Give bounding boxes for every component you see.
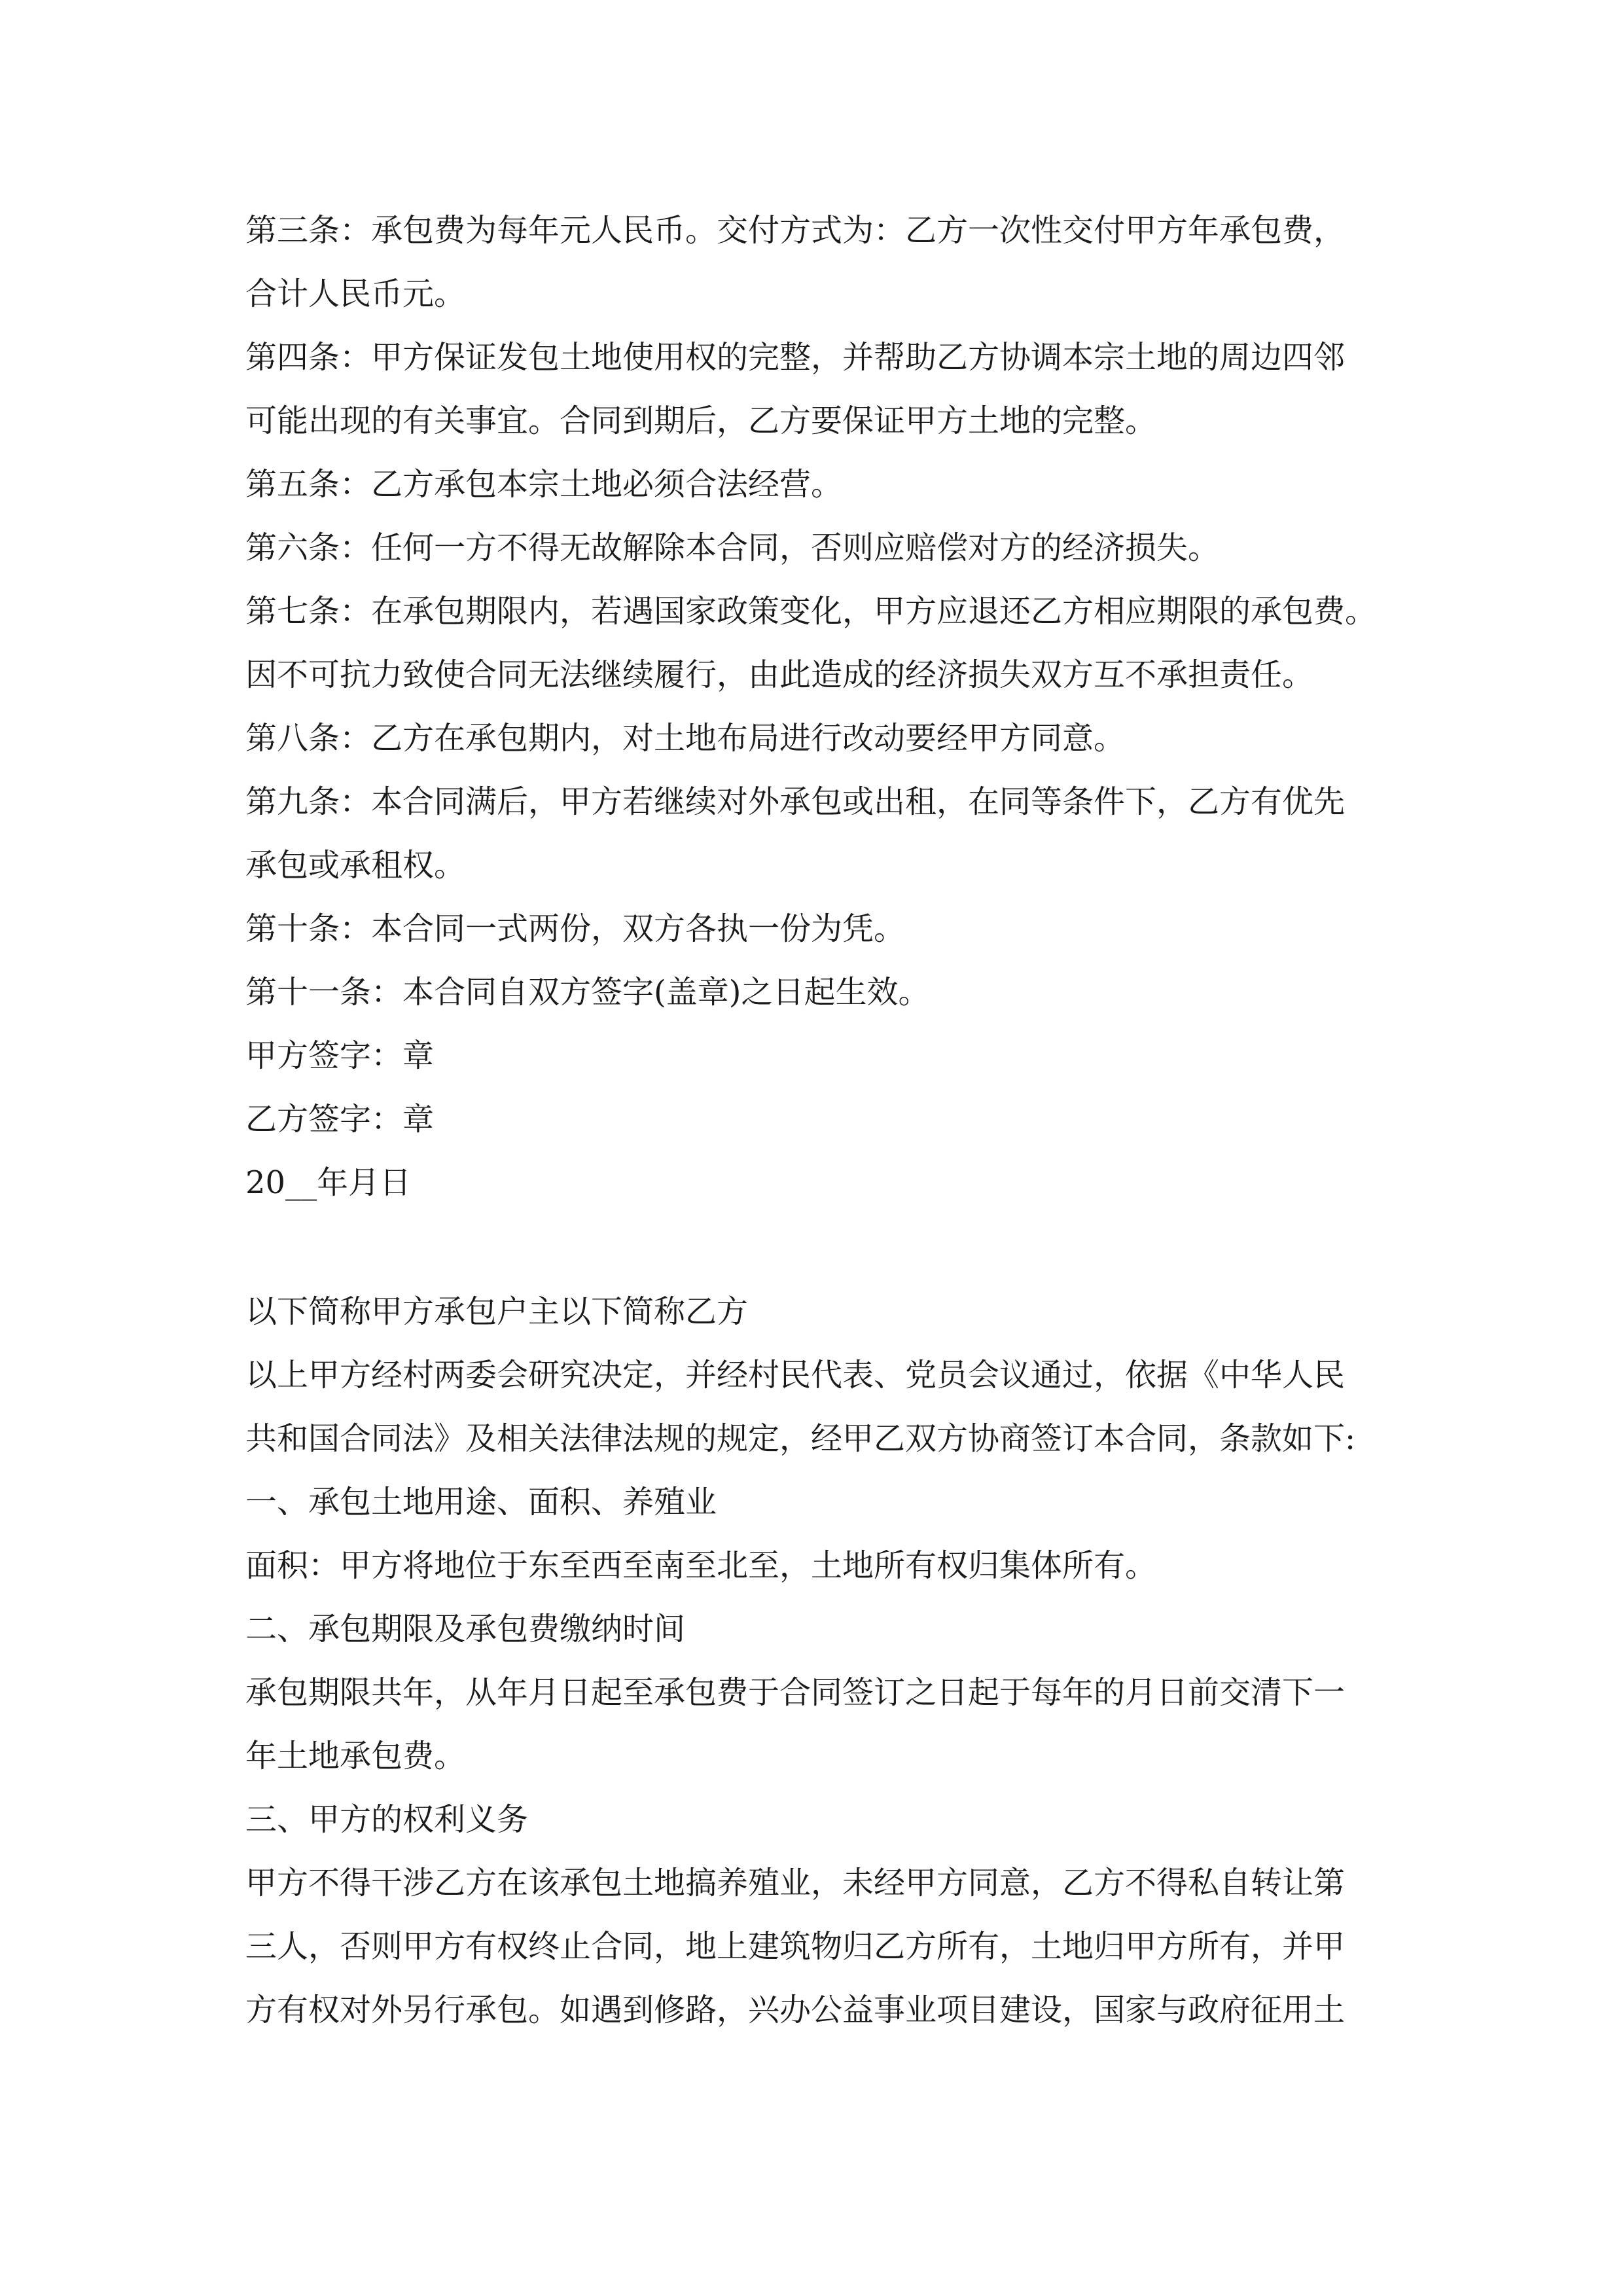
date-line: 20__年月日 (245, 1164, 412, 1201)
text-line: 以上甲方经村两委会研究决定，并经村民代表、党员会议通过，依据《中华人民 (245, 1357, 1346, 1393)
text-line: 合计人民币元。 (245, 276, 466, 312)
text-line: 第十条：本合同一式两份，双方各执一份为凭。 (245, 910, 906, 947)
text-line: 可能出现的有关事宜。合同到期后，乙方要保证甲方土地的完整。 (245, 403, 1157, 439)
text-line: 共和国合同法》及相关法律法规的规定，经甲乙双方协商签订本合同，条款如下: (245, 1420, 1356, 1457)
section-heading: 三、甲方的权利义务 (245, 1801, 529, 1838)
section-heading: 二、承包期限及承包费缴纳时间 (245, 1611, 686, 1647)
text-line: 第七条：在承包期限内，若遇国家政策变化，甲方应退还乙方相应期限的承包费。 (245, 593, 1377, 630)
text-line: 第十一条：本合同自双方签字(盖章)之日起生效。 (245, 974, 930, 1011)
text-line: 第六条：任何一方不得无故解除本合同，否则应赔偿对方的经济损失。 (245, 529, 1220, 566)
text-line: 以下简称甲方承包户主以下简称乙方 (245, 1293, 749, 1330)
text-line: 年土地承包费。 (245, 1738, 466, 1774)
section-heading: 一、承包土地用途、面积、养殖业 (245, 1484, 717, 1520)
signature-line-party-a: 甲方签字：章 (245, 1037, 435, 1074)
text-line: 甲方不得干涉乙方在该承包土地搞养殖业，未经甲方同意，乙方不得私自转让第 (245, 1865, 1346, 1901)
text-line: 方有权对外另行承包。如遇到修路，兴办公益事业项目建设，国家与政府征用土 (245, 1992, 1346, 2028)
contract-clauses-block (245, 199, 1384, 1215)
text-line: 三人，否则甲方有权终止合同，地上建筑物归乙方所有，土地归甲方所有，并甲 (245, 1928, 1346, 1965)
text-line: 第三条：承包费为每年元人民币。交付方式为：乙方一次性交付甲方年承包费， (245, 212, 1346, 249)
signature-line-party-b: 乙方签字：章 (245, 1101, 435, 1138)
text-line: 第四条：甲方保证发包土地使用权的完整，并帮助乙方协调本宗土地的周边四邻 (245, 339, 1346, 376)
text-line: 承包或承租权。 (245, 847, 466, 884)
text-line: 因不可抗力致使合同无法继续履行，由此造成的经济损失双方互不承担责任。 (245, 656, 1314, 693)
text-line: 面积：甲方将地位于东至西至南至北至，土地所有权归集体所有。 (245, 1547, 1157, 1584)
text-line: 承包期限共年，从年月日起至承包费于合同签订之日起于每年的月日前交清下一 (245, 1674, 1346, 1711)
text-line: 第九条：本合同满后，甲方若继续对外承包或出租，在同等条件下，乙方有优先 (245, 783, 1346, 820)
contract-intro-block (245, 1280, 1384, 2042)
text-line: 第五条：乙方承包本宗土地必须合法经营。 (245, 466, 843, 503)
text-line: 第八条：乙方在承包期内，对土地布局进行改动要经甲方同意。 (245, 720, 1126, 757)
